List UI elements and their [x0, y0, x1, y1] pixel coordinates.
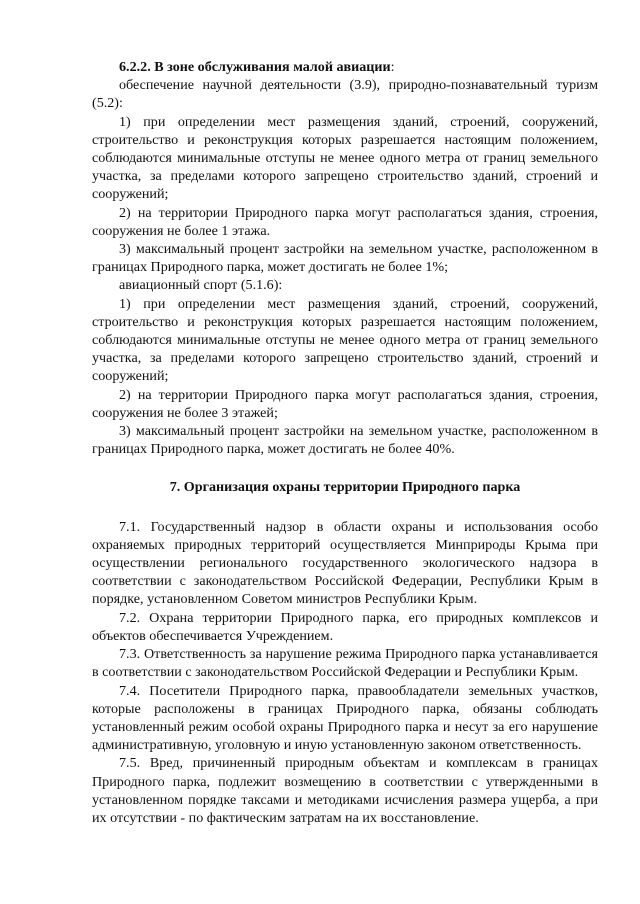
paragraph-aviation-sport: авиационный спорт (5.1.6): — [119, 277, 283, 294]
paragraph-7-2: 7.2. Охрана территории Природного парка, его природных комплексов и объектов обеспечивается Учреждением. — [92, 609, 598, 644]
paragraph-7-3: 7.3. Ответственность за нарушение режима Природного парка устанавливается в соответствии с законодательством Российской Федерации и Республики Крым. — [92, 646, 598, 681]
paragraph-7-4: 7.4. Посетители Природного парка, правообладатели земельных участков, которые расположены в границах Природного парка, обязаны соблюдать установленный режим особой охраны Природного парка и несут за его нарушение административную, уголовную и иную установленную законом ответственность. — [92, 682, 598, 754]
paragraph-coverage-2: 3) максимальный процент застройки на земельном участке, расположенном в границах Природного парка, может достигать не более 40%. — [92, 423, 598, 458]
paragraph-setbacks-1: 1) при определении мест размещения зданий, строений, сооружений, строительство и реконструкция которых разрешается настоящим положением, соблюдаются минимальные отступы не менее одного метра от границ земельного участка, за пределами которого запрещено строительство зданий, строений и сооружений; — [92, 113, 598, 203]
subsection-heading-text: 6.2.2. В зоне обслуживания малой авиации — [119, 59, 391, 75]
paragraph-7-1: 7.1. Государственный надзор в области охраны и использования особо охраняемых природных территорий осуществляется Минприроды Крыма при осуществлении регионального государственного экологического надзора в соответствии с законодательством Российской Федерации, Республики Крым в порядке, установленном Советом министров Республики Крым. — [92, 518, 598, 608]
paragraph-coverage-1: 3) максимальный процент застройки на земельном участке, расположенном в границах Природного парка, может достигать не более 1%; — [92, 241, 598, 276]
paragraph-setbacks-2: 1) при определении мест размещения зданий, строений, сооружений, строительство и реконструкция которых разрешается настоящим положением, соблюдаются минимальные отступы не менее одного метра от границ земельного участка, за пределами которого запрещено строительство зданий, строений и сооружений; — [92, 295, 598, 385]
paragraph-floors-1: 2) на территории Природного парка могут располагаться здания, строения, сооружения не более 1 этажа. — [92, 204, 598, 239]
paragraph-science-tourism: обеспечение научной деятельности (3.9), природно-познавательный туризм (5.2): — [92, 77, 598, 112]
section-spacer-bottom — [92, 497, 598, 518]
subsection-heading-6-2-2 — [92, 58, 598, 76]
section-title-7: 7. Организация охраны территории Природного парка — [169, 479, 521, 496]
subsection-heading-colon: : — [390, 59, 395, 75]
paragraph-7-5: 7.5. Вред, причиненный природным объектам и комплексам в границах Природного парка, подлежит возмещению в соответствии с утвержденными в установленном порядке таксами и методиками исчисления размера ущерба, а при их отсутствии - по фактическим затратам на их восстановление. — [92, 755, 598, 826]
paragraph-floors-2: 2) на территории Природного парка могут располагаться здания, строения, сооружения не более 3 этажей; — [92, 386, 598, 421]
section-spacer-top — [92, 458, 598, 478]
